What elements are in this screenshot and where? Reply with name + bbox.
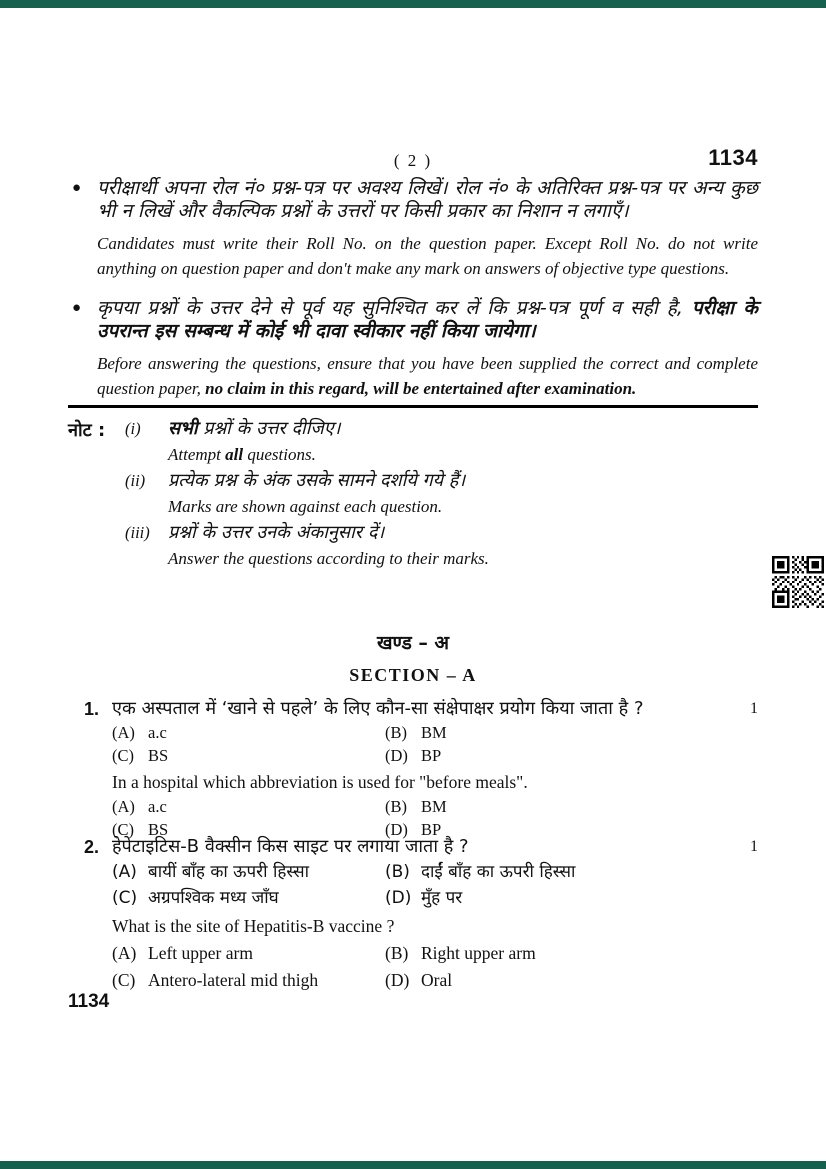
question-1-text-english: In a hospital which abbreviation is used for "before meals". xyxy=(112,772,528,792)
option-c xyxy=(112,885,385,911)
question-1 xyxy=(68,697,758,841)
note-block xyxy=(68,416,758,572)
option-a xyxy=(112,722,385,744)
option-label: (C) xyxy=(112,820,134,839)
option-label: (B) xyxy=(385,723,407,742)
note-item-1-text xyxy=(168,416,341,468)
note-item-3-number: (iii) xyxy=(125,523,150,542)
option-text: दाईं बाँह का ऊपरी हिस्सा xyxy=(421,862,576,882)
option-d xyxy=(385,745,441,767)
note-item-2-english: Marks are shown against each question. xyxy=(168,497,443,516)
note-items xyxy=(125,416,758,572)
option-row xyxy=(112,967,758,993)
option-row xyxy=(112,885,758,911)
section-heading-hindi: खण्ड – अ xyxy=(377,632,449,654)
question-2-options-hindi xyxy=(112,859,758,911)
section-heading-english: SECTION – A xyxy=(349,665,477,685)
bottom-accent-bar xyxy=(0,1161,826,1169)
option-text: BM xyxy=(421,797,447,816)
bullet-icon: ● xyxy=(72,300,82,316)
note-item-3-hindi: प्रश्नों के उत्तर उनके अंकानुसार दें। xyxy=(168,522,385,543)
horizontal-rule xyxy=(68,405,758,408)
option-label: (B) xyxy=(385,862,410,882)
option-row xyxy=(112,722,758,744)
option-c xyxy=(112,967,385,993)
note-item-3 xyxy=(125,520,758,572)
question-2-marks: 1 xyxy=(750,838,758,855)
instruction-2-english-bold: no claim in this regard, will be entertained after examination. xyxy=(205,379,637,398)
question-1-marks: 1 xyxy=(750,700,758,717)
note-item-2-number: (ii) xyxy=(125,471,146,490)
option-text: BM xyxy=(421,723,447,742)
option-b xyxy=(385,940,536,966)
option-a xyxy=(112,796,385,818)
note-item-1-english-bold: all xyxy=(225,445,244,464)
question-2-number: 2. xyxy=(84,837,100,857)
option-a xyxy=(112,859,385,885)
option-label: (D) xyxy=(385,746,408,765)
bullet-icon: ● xyxy=(72,180,82,196)
question-1-options-hindi xyxy=(112,722,758,767)
question-2-text-hindi: हेपेटाइटिस-B वैक्सीन किस साइट पर लगाया जाता है ? xyxy=(112,836,469,857)
instruction-bullet-2 xyxy=(68,297,758,401)
note-item-2 xyxy=(125,468,758,520)
option-text: Oral xyxy=(421,970,453,990)
instruction-2-english-normal: Before answering the questions, ensure that you have been supplied the correct and complete question paper, xyxy=(97,354,758,398)
page-header xyxy=(68,145,758,176)
question-2-options-english xyxy=(112,940,758,993)
paper-code-footer: 1134 xyxy=(68,991,110,1012)
question-2-head xyxy=(68,835,758,859)
note-item-3-english: Answer the questions according to their marks. xyxy=(168,549,489,568)
option-row xyxy=(112,796,758,818)
option-text: मुँह पर xyxy=(421,888,463,908)
option-text: अग्रपश्विक मध्य जाँघ xyxy=(148,888,279,908)
question-1-head xyxy=(68,697,758,721)
instruction-1-english: Candidates must write their Roll No. on the question paper. Except Roll No. do not write anything on question paper and don't make any mark on answers of objective type questions. xyxy=(97,234,758,278)
option-text: a.c xyxy=(148,723,167,742)
option-text: BS xyxy=(148,746,169,765)
instruction-bullet-1 xyxy=(68,177,758,281)
option-text: Left upper arm xyxy=(148,943,253,963)
option-label: (C) xyxy=(112,970,136,990)
option-b xyxy=(385,859,575,885)
option-b xyxy=(385,722,447,744)
note-item-1-english-post: questions. xyxy=(243,445,316,464)
note-label: नोट : xyxy=(68,420,106,441)
question-1-text-hindi: एक अस्पताल में ‘खाने से पहले’ के लिए कौन-सा संक्षेपाक्षर प्रयोग किया जाता है ? xyxy=(112,698,644,719)
option-label: (B) xyxy=(385,943,409,963)
note-item-1-hindi xyxy=(168,416,341,442)
option-row xyxy=(112,940,758,966)
option-label: (D) xyxy=(385,888,412,908)
option-label: (C) xyxy=(112,746,134,765)
note-item-1-hindi-rest: प्रश्नों के उत्तर दीजिए। xyxy=(197,418,341,439)
option-label: (D) xyxy=(385,970,410,990)
option-text: Right upper arm xyxy=(421,943,536,963)
option-label: (A) xyxy=(112,723,135,742)
option-label: (A) xyxy=(112,943,137,963)
option-label: (B) xyxy=(385,797,407,816)
note-item-1 xyxy=(125,416,758,468)
note-item-1-hindi-bold: सभी xyxy=(168,418,198,439)
option-row xyxy=(112,745,758,767)
option-d xyxy=(385,967,452,993)
instruction-1-hindi: परीक्षार्थी अपना रोल नं० प्रश्न-पत्र पर अवश्य लिखें। रोल नं० के अतिरिक्त प्रश्न-पत्र पर अन्य कुछ भी न लिखें और वैकल्पिक प्रश्नों के उत्तरों पर किसी प्रकार का निशान न लगाएँ। xyxy=(97,177,758,222)
option-a xyxy=(112,940,385,966)
qr-code xyxy=(772,556,824,608)
note-item-2-text xyxy=(168,468,465,520)
note-item-1-english-pre: Attempt xyxy=(168,445,226,464)
option-text: a.c xyxy=(148,797,167,816)
instruction-2-hindi-bold: परीक्षा के उपरान्त इस सम्बन्ध में कोई भी दावा स्वीकार नहीं किया जायेगा। xyxy=(97,297,758,342)
note-item-1-english xyxy=(168,442,341,468)
note-item-3-text xyxy=(168,520,489,572)
instruction-2-hindi xyxy=(97,297,758,343)
instruction-2-english xyxy=(97,351,758,401)
paper-code-header: 1134 xyxy=(708,145,758,170)
question-1-number: 1. xyxy=(84,699,100,719)
instruction-2-hindi-normal: कृपया प्रश्नों के उत्तर देने से पूर्व यह सुनिश्चित कर लें कि प्रश्न-पत्र पूर्ण व सही है, xyxy=(97,297,692,319)
option-label: (D) xyxy=(385,820,408,839)
option-row xyxy=(112,859,758,885)
option-label: (A) xyxy=(112,862,137,882)
option-label: (A) xyxy=(112,797,135,816)
top-accent-bar xyxy=(0,0,826,8)
question-2-text-english: What is the site of Hepatitis-B vaccine ? xyxy=(112,916,395,936)
option-text: BP xyxy=(421,746,442,765)
note-item-1-number: (i) xyxy=(125,419,141,438)
option-text: BS xyxy=(148,820,169,839)
option-d xyxy=(385,885,462,911)
page-number: ( 2 ) xyxy=(393,151,433,170)
option-text: BP xyxy=(421,820,442,839)
note-item-2-hindi: प्रत्येक प्रश्न के अंक उसके सामने दर्शाये गये हैं। xyxy=(168,470,466,491)
option-label: (C) xyxy=(112,888,138,908)
question-2 xyxy=(68,835,758,993)
option-c xyxy=(112,745,385,767)
option-b xyxy=(385,796,447,818)
option-text: Antero-lateral mid thigh xyxy=(148,970,319,990)
option-text: बायीं बाँह का ऊपरी हिस्सा xyxy=(148,862,310,882)
section-heading xyxy=(68,631,758,686)
